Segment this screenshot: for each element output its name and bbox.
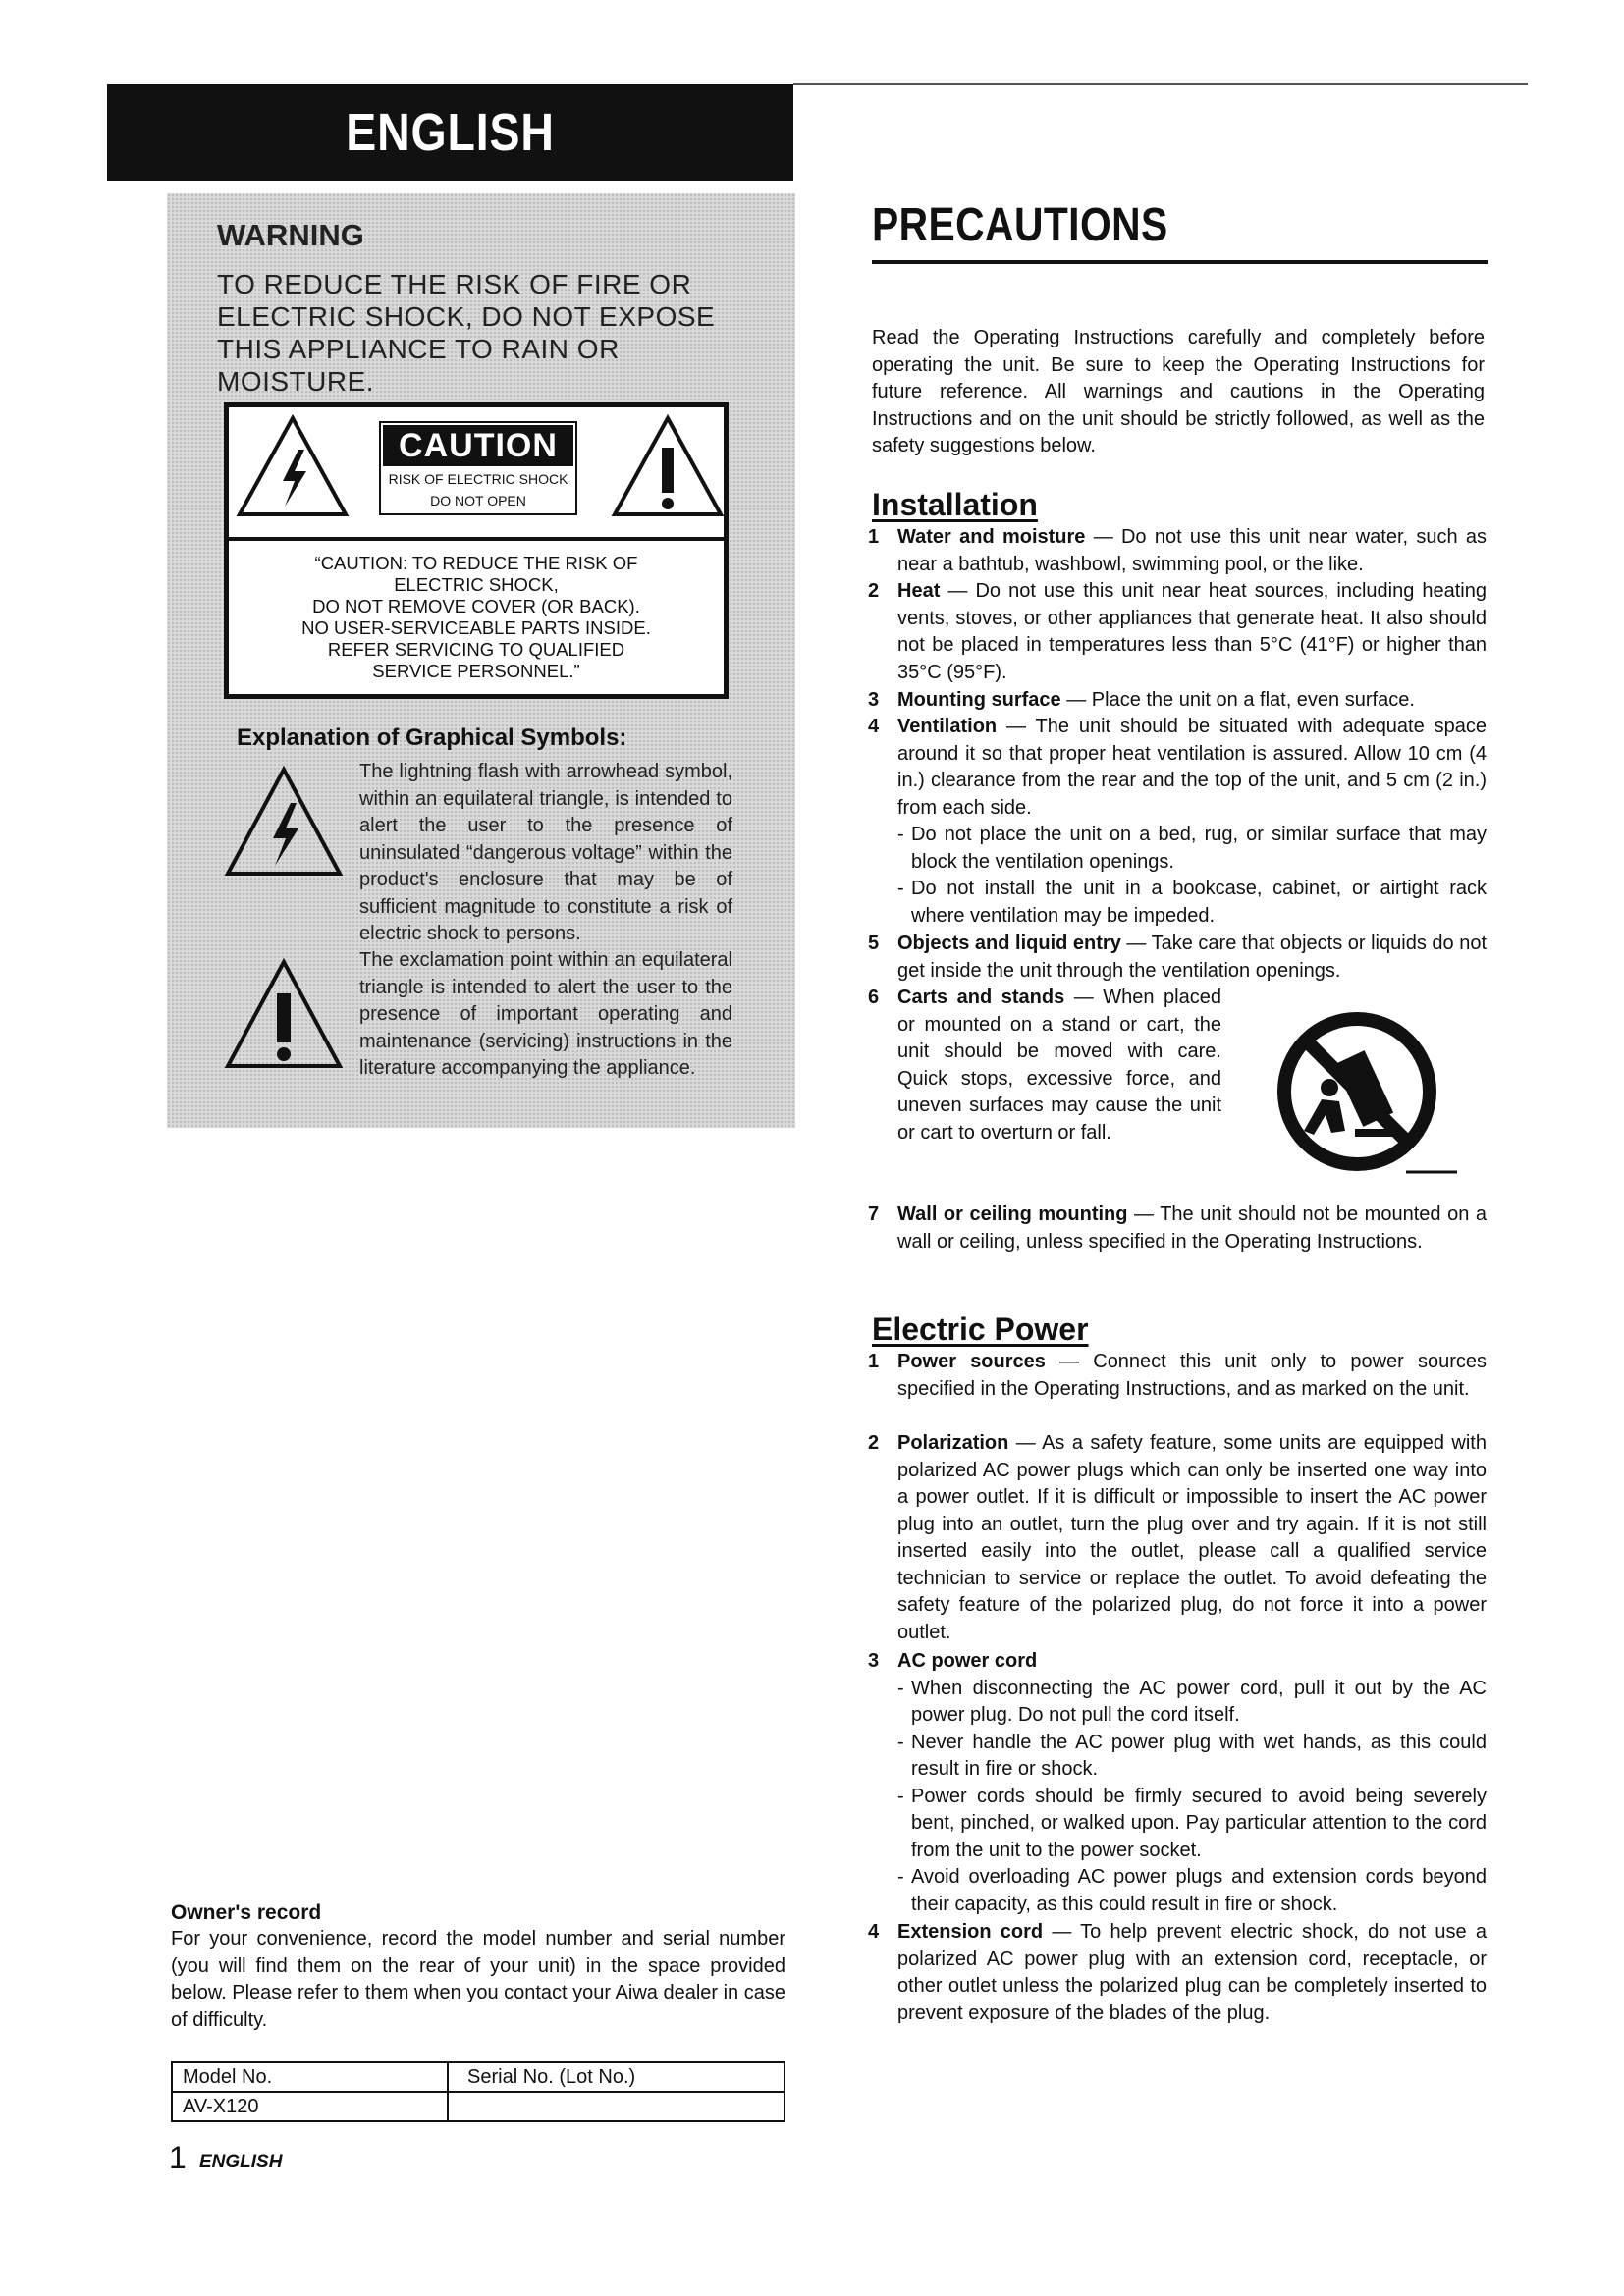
lightning-warning-icon	[234, 412, 352, 520]
list-item: 3 Mounting surface — Place the unit on a flat, even surface.	[868, 689, 1415, 711]
list-item: 3 AC power cord - When disconnecting the AC power cord, pull it out by the AC power plug. Do not pull the cord itself. - Never handle the AC power plug with wet hands, as this could result in fire or shock. - Power cords should be firmly secured to avoid being severely bent, pinched, or walked upon. Pay particular attention to the cord from the unit to the power socket. - Avoid overloading AC power plugs and extension cords beyond their capacity, as this could result in fire or shock.	[868, 1648, 1487, 1918]
exclamation-symbol-icon	[222, 956, 346, 1072]
caution-line: ELECTRIC SHOCK,	[394, 574, 559, 595]
page-number: 1	[169, 2140, 187, 2175]
exclamation-symbol-text: The exclamation point within an equilateral triangle is intended to alert the user to the presence of important operating and maintenance (servicing) instructions in the literature accompanying the appliance.	[359, 949, 732, 1079]
installation-title: Installation	[872, 487, 1038, 522]
warning-title: WARNING	[217, 218, 364, 252]
sub-item: - Never handle the AC power plug with wet hands, as this could result in fire or shock.	[897, 1731, 1487, 1780]
list-item: 2 Polarization — As a safety feature, some units are equipped with polarized AC power plugs which can only be inserted one way into a power outlet. If it is difficult or impossible to insert the AC power plug into an outlet, turn the plug over and try again. If it is not still inserted easily into the outlet, please call a qualified service technician to service or replace the outlet. To avoid defeating the safety feature of the polarized plug, do not force it into a power outlet.	[868, 1432, 1487, 1643]
page-title: PRECAUTIONS	[872, 199, 1168, 251]
sub-item: - Do not install the unit in a bookcase, cabinet, or airtight rack where ventilation may be impeded.	[897, 878, 1487, 927]
list-item: 1 Power sources — Connect this unit only to power sources specified in the Operating Instructions, and as marked on the unit.	[868, 1351, 1487, 1400]
caution-line: REFER SERVICING TO QUALIFIED	[327, 639, 625, 660]
caution-divider	[224, 537, 729, 541]
caution-line: DO NOT REMOVE COVER (OR BACK).	[312, 596, 640, 616]
top-rule	[793, 83, 1528, 85]
lightning-symbol-text: The lightning flash with arrowhead symbol, within an equilateral triangle, is intended to alert the user to the presence of uninsulated “dangerous voltage” within the product's enclosure that may be of sufficient magnitude to constitute a risk of electric shock to persons.	[359, 761, 732, 944]
caution-statement	[236, 553, 717, 682]
caution-badge: CAUTION	[383, 425, 573, 466]
intro-paragraph: Read the Operating Instructions carefully and completely before operating the unit. Be sure to keep the Operating Instructions for future reference. All warnings and cautions in the Operating Instructions and on the unit should be strictly followed, as well as the safety suggestions below.	[872, 327, 1485, 456]
caution-badge-line1: RISK OF ELECTRIC SHOCK	[388, 471, 568, 487]
explanation-title: Explanation of Graphical Symbols:	[237, 724, 627, 751]
sub-item: - Power cords should be firmly secured to avoid being severely bent, pinched, or walked upon. Pay particular attention to the cord from the unit to the power socket.	[897, 1785, 1487, 1861]
sub-item: - When disconnecting the AC power cord, pull it out by the AC power plug. Do not pull the cord itself.	[897, 1677, 1487, 1726]
record-table-divider	[171, 2091, 785, 2093]
list-item: 5 Objects and liquid entry — Take care that objects or liquids do not get inside the unit through the ventilation openings.	[868, 933, 1487, 982]
sub-item: - Do not place the unit on a bed, rug, or similar surface that may block the ventilation openings.	[897, 824, 1487, 873]
list-item: 2 Heat — Do not use this unit near heat sources, including heating vents, stoves, or other appliances that generate heat. It also should not be placed in temperatures less than 5°C (41°F) or higher than 35°C (95°F).	[868, 580, 1487, 683]
caution-line: SERVICE PERSONNEL.”	[372, 661, 580, 681]
warning-body: TO REDUCE THE RISK OF FIRE OR ELECTRIC SHOCK, DO NOT EXPOSE THIS APPLIANCE TO RAIN OR MOISTURE.	[217, 269, 716, 397]
list-item: 4 Ventilation — The unit should be situated with adequate space around it so that proper heat ventilation is assured. Allow 10 cm (4 in.) clearance from the rear and the top of the unit, and 5 cm (2 in.) from each side. - Do not place the unit on a bed, rug, or similar surface that may block the ventilation openings. - Do not install the unit in a bookcase, cabinet, or airtight rack where ventilation may be impeded.	[868, 714, 1487, 930]
model-no-label: Model No.	[183, 2066, 273, 2088]
list-item: 4 Extension cord — To help prevent electric shock, do not use a polarized AC power plug with an extension cord, receptacle, or other outlet unless the polarized plug can be completely inserted to prevent exposure of the blades of the plug.	[868, 1921, 1487, 2024]
footer-language: ENGLISH	[199, 2152, 283, 2172]
title-rule	[872, 260, 1488, 264]
list-item: 7 Wall or ceiling mounting — The unit should not be mounted on a wall or ceiling, unless specified in the Operating Instructions.	[868, 1203, 1487, 1253]
serial-no-label: Serial No. (Lot No.)	[467, 2066, 636, 2088]
electric-power-title: Electric Power	[872, 1311, 1089, 1347]
owners-record-body: For your convenience, record the model number and serial number (you will find them on the rear of your unit) in the space provided below. Please refer to them when you contact your Aiwa dealer in case of difficulty.	[171, 1928, 785, 2031]
caution-line: “CAUTION: TO REDUCE THE RISK OF	[314, 553, 638, 573]
lightning-symbol-icon	[222, 764, 346, 880]
list-item: 1 Water and moisture — Do not use this unit near water, such as near a bathtub, washbowl, swimming pool, or the like.	[868, 526, 1487, 575]
language-header-title: ENGLISH	[346, 103, 555, 162]
model-no-value: AV-X120	[183, 2096, 259, 2117]
list-item: 6 Carts and stands — When placed or mounted on a stand or cart, the unit should be moved with care. Quick stops, excessive force, and uneven surfaces may cause the unit or cart to overturn or fall.	[868, 987, 1221, 1144]
cart-tip-over-warning-icon	[1261, 1007, 1457, 1184]
exclamation-warning-icon	[609, 412, 727, 520]
caution-badge-line2: DO NOT OPEN	[430, 493, 526, 508]
caution-line: NO USER-SERVICEABLE PARTS INSIDE.	[301, 617, 651, 638]
sub-item: - Avoid overloading AC power plugs and extension cords beyond their capacity, as this could result in fire or shock.	[897, 1866, 1487, 1915]
owners-record-title: Owner's record	[171, 1901, 322, 1924]
